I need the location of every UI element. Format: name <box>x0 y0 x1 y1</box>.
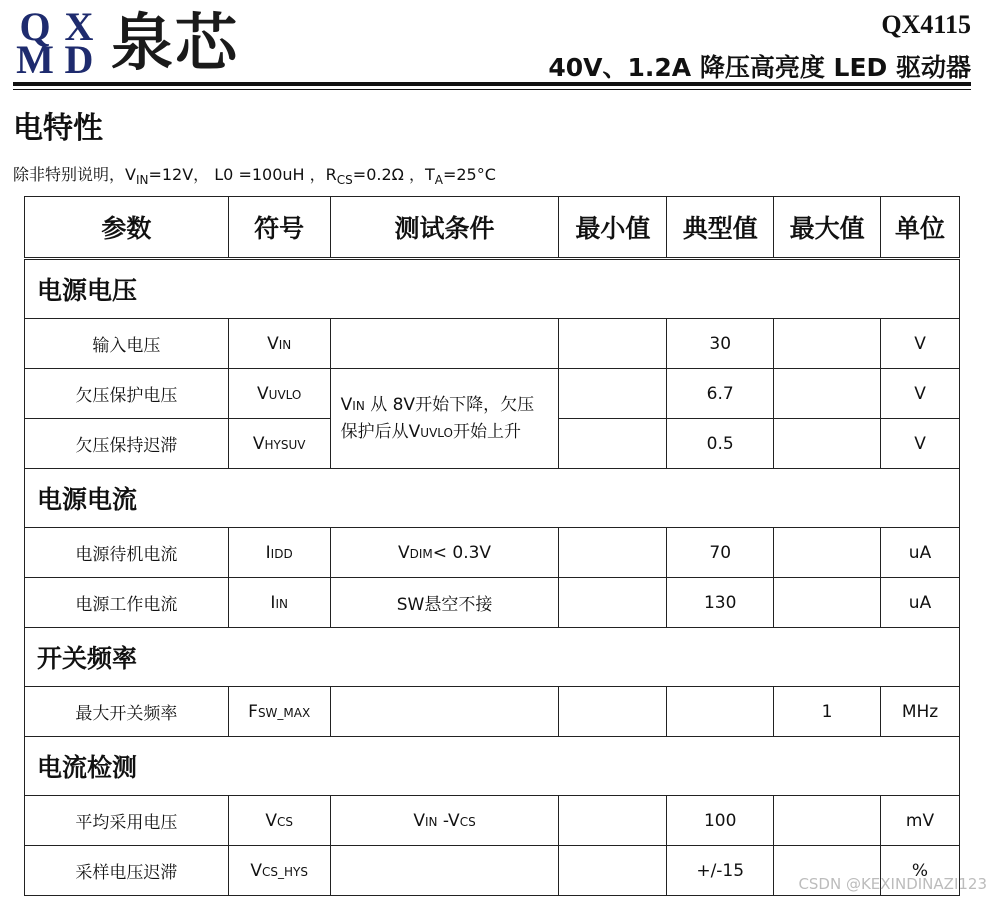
typ-cell: 0.5 <box>667 419 774 469</box>
col-header: 最大值 <box>774 197 881 259</box>
cond-cell: VDIM< 0.3V <box>330 528 559 578</box>
min-cell <box>559 578 667 628</box>
max-cell <box>774 419 881 469</box>
col-header: 单位 <box>881 197 960 259</box>
group-row <box>25 259 960 319</box>
group-label: 开关频率 <box>25 628 960 687</box>
cond-cell <box>330 687 559 737</box>
cond-cell <box>330 846 559 896</box>
max-cell <box>774 319 881 369</box>
document-subtitle: 40V、1.2A 降压高亮度 LED 驱动器 <box>548 53 971 82</box>
watermark: CSDN @KEXINDINAZI123 <box>798 875 987 893</box>
cond-cell: VIN 从 8V开始下降，欠压保护后从VUVLO开始上升 <box>330 369 559 469</box>
group-row <box>25 469 960 528</box>
min-cell <box>559 796 667 846</box>
logo-letter: M <box>16 37 54 82</box>
typ-cell <box>667 687 774 737</box>
unit-cell: % <box>881 846 960 896</box>
table-row <box>25 796 960 846</box>
param-cell: 输入电压 <box>25 319 229 369</box>
min-cell <box>559 319 667 369</box>
unit-cell: V <box>881 319 960 369</box>
cond-cell: SW悬空不接 <box>330 578 559 628</box>
header-rule-thin <box>13 89 971 90</box>
table-row <box>25 687 960 737</box>
param-cell: 电源待机电流 <box>25 528 229 578</box>
logo-chinese-name: 泉芯 <box>111 6 240 79</box>
col-header: 参数 <box>25 197 229 259</box>
min-cell <box>559 687 667 737</box>
unit-cell: mV <box>881 796 960 846</box>
unit-cell: V <box>881 419 960 469</box>
symbol-cell: VHYSUV <box>228 419 330 469</box>
symbol-cell: IIN <box>228 578 330 628</box>
model-number: QX4115 <box>881 10 971 39</box>
symbol-cell: VIN <box>228 319 330 369</box>
min-cell <box>559 419 667 469</box>
logo-letter: X <box>64 4 94 49</box>
col-header: 测试条件 <box>330 197 559 259</box>
param-cell: 平均采用电压 <box>25 796 229 846</box>
symbol-cell: VCS_HYS <box>228 846 330 896</box>
unit-cell: MHz <box>881 687 960 737</box>
section-title: 电特性 <box>13 111 103 146</box>
logo-letter: D <box>64 37 94 82</box>
symbol-cell: FSW_MAX <box>228 687 330 737</box>
company-logo <box>13 4 240 82</box>
typ-cell: 6.7 <box>667 369 774 419</box>
table-row <box>25 369 960 419</box>
param-cell: 欠压保持迟滞 <box>25 419 229 469</box>
header-rule <box>13 82 971 86</box>
min-cell <box>559 528 667 578</box>
max-cell <box>774 578 881 628</box>
logo-letter: Q <box>19 4 51 49</box>
typ-cell: 130 <box>667 578 774 628</box>
symbol-cell: IIDD <box>228 528 330 578</box>
cond-cell: VIN -VCS <box>330 796 559 846</box>
max-cell <box>774 796 881 846</box>
max-cell <box>774 369 881 419</box>
param-cell: 欠压保护电压 <box>25 369 229 419</box>
group-label: 电流检测 <box>25 737 960 796</box>
max-cell <box>774 528 881 578</box>
min-cell <box>559 369 667 419</box>
typ-cell: +/-15 <box>667 846 774 896</box>
group-label: 电源电压 <box>25 259 960 319</box>
unit-cell: uA <box>881 528 960 578</box>
min-cell <box>559 846 667 896</box>
group-row <box>25 737 960 796</box>
max-cell: 1 <box>774 687 881 737</box>
table-row <box>25 319 960 369</box>
table-row <box>25 578 960 628</box>
unit-cell: V <box>881 369 960 419</box>
cond-cell <box>330 319 559 369</box>
table-header-row <box>25 197 960 259</box>
qxmd-logo-mark <box>13 4 101 82</box>
test-conditions: 除非特别说明，$V_{IN}=12V$， L0 =100uH ，$R_{CS}=0.2\Omega$ ，$T_A=25^\circ C$ <box>13 165 496 188</box>
typ-cell: 100 <box>667 796 774 846</box>
symbol-cell: VCS <box>228 796 330 846</box>
typ-cell: 70 <box>667 528 774 578</box>
col-header: 典型值 <box>667 197 774 259</box>
unit-cell: uA <box>881 578 960 628</box>
param-cell: 电源工作电流 <box>25 578 229 628</box>
symbol-cell: VUVLO <box>228 369 330 419</box>
col-header: 最小值 <box>559 197 667 259</box>
param-cell: 采样电压迟滞 <box>25 846 229 896</box>
param-cell: 最大开关频率 <box>25 687 229 737</box>
typ-cell: 30 <box>667 319 774 369</box>
electrical-characteristics-table <box>24 196 960 896</box>
group-label: 电源电流 <box>25 469 960 528</box>
table-row <box>25 528 960 578</box>
col-header: 符号 <box>228 197 330 259</box>
group-row <box>25 628 960 687</box>
